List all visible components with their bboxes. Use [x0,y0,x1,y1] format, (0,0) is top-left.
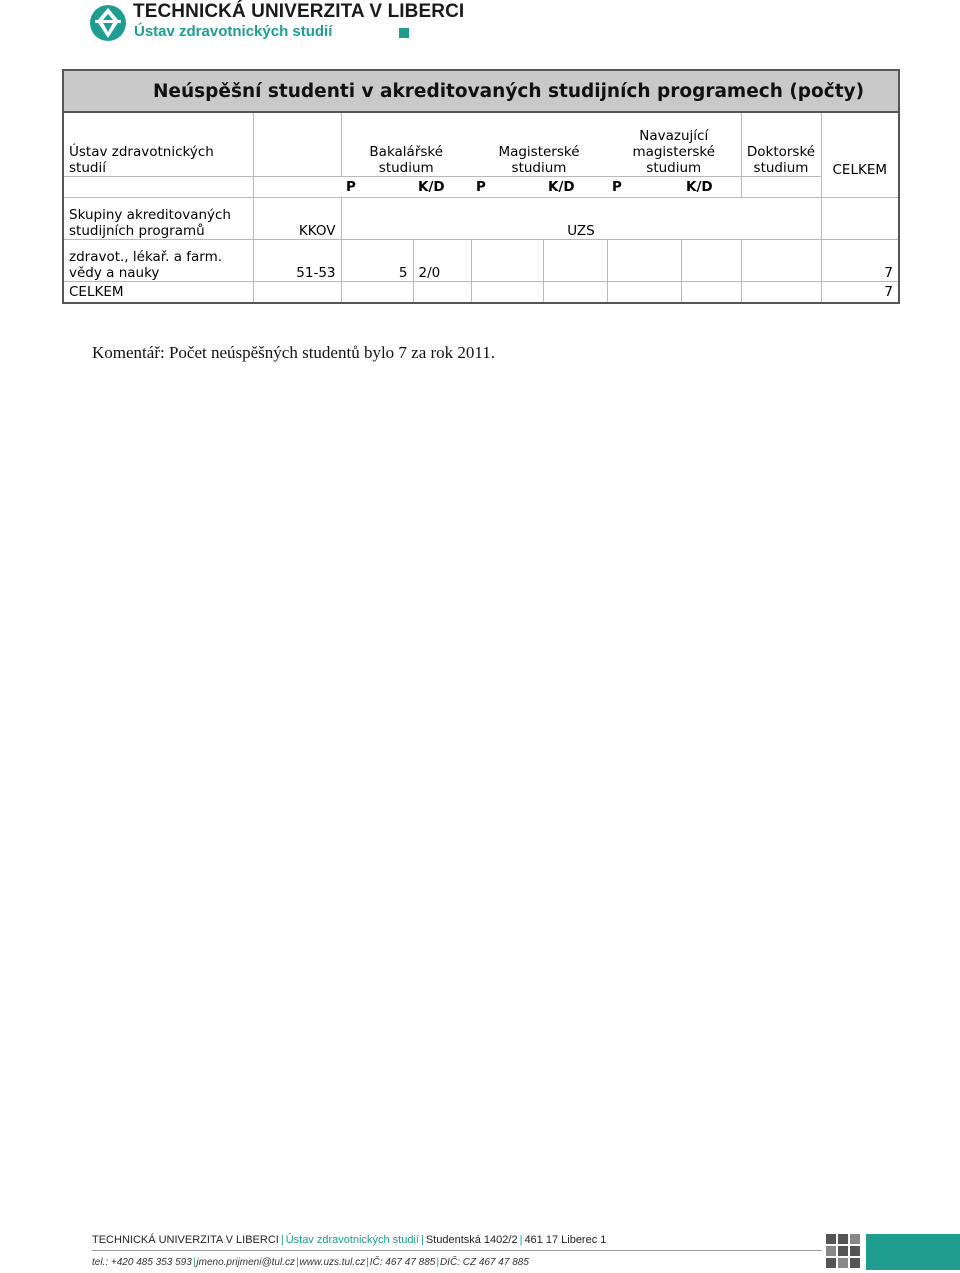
footer-department: Ústav zdravotnických studií [285,1234,419,1246]
row-follow-p [607,239,681,281]
group-total-blank [821,197,899,239]
row-doctoral [741,239,821,281]
total-row-master-kd [543,281,607,303]
failed-students-table [62,69,900,304]
row-kkov: 51-53 [253,239,341,281]
row-program-name: zdravot., lékař. a farm. vědy a nauky [63,239,253,281]
bachelor-p-header: P [341,176,413,197]
kkov-label: KKOV [253,197,341,239]
footer-address-line: TECHNICKÁ UNIVERZITA V LIBERCI | Ústav zdravotnických studií | Studentská 1402/2 | 461 17 Liberec 1 [92,1234,607,1246]
master-header: Magisterské studium [471,112,607,176]
table-title: Neúspěšní studenti v akreditovaných studijních programech (počty) [63,70,899,112]
total-row-master-p [471,281,543,303]
row-total: 7 [821,239,899,281]
total-row-value: 7 [821,281,899,303]
total-row-follow-p [607,281,681,303]
column-header-row [63,112,899,176]
total-row-label: CELKEM [63,281,253,303]
footer-university: TECHNICKÁ UNIVERZITA V LIBERCI [92,1234,279,1246]
doctoral-header: Doktorské studium [741,112,821,176]
form-row-blank [63,176,253,197]
footer-brand-bar [866,1234,960,1270]
follow-p-header: P [607,176,681,197]
total-row-doctoral [741,281,821,303]
total-header: CELKEM [821,112,899,197]
row-follow-kd [681,239,741,281]
footer-email[interactable]: jmeno.prijmeni@tul.cz [196,1257,295,1268]
master-p-header: P [471,176,543,197]
footer-grid-icon [826,1234,862,1270]
footer-ic: IČ: 467 47 885 [369,1257,436,1268]
bachelor-header: Bakalářské studium [341,112,471,176]
footer-divider [92,1250,822,1251]
department-name: Ústav zdravotnických studií [134,23,333,40]
comment-text: Komentář: Počet neúspěšných studentů bylo 7 za rok 2011. [92,343,496,362]
faculty-label: UZS [341,197,821,239]
total-row-bachelor-kd [413,281,471,303]
form-header-row [63,176,899,197]
university-logo-icon [89,4,127,42]
university-name: TECHNICKÁ UNIVERZITA V LIBERCI [133,1,465,22]
total-row [63,281,899,303]
row-bachelor-p: 5 [341,239,413,281]
table-title-row [63,70,899,112]
row-bachelor-kd: 2/0 [413,239,471,281]
master-kd-header: K/D [543,176,607,197]
bachelor-kd-header: K/D [413,176,471,197]
form-row-kkov-blank [253,176,341,197]
corner-label: Ústav zdravotnických studií [63,112,253,176]
follow-master-header: Navazující magisterské studium [607,112,741,176]
follow-kd-header: K/D [681,176,741,197]
footer-dic: DIČ: CZ 467 47 885 [439,1257,529,1268]
footer-street: Studentská 1402/2 [425,1234,518,1246]
doctoral-form-blank [741,176,821,197]
row-master-p [471,239,543,281]
total-row-kkov [253,281,341,303]
group-label: Skupiny akreditovaných studijních programů [63,197,253,239]
group-label-row [63,197,899,239]
footer-contact-line: tel.: +420 485 353 593|jmeno.prijmeni@tul.cz|www.uzs.tul.cz|IČ: 467 47 885|DIČ: CZ 467 47 885 [92,1257,529,1268]
department-square-icon [399,28,409,38]
total-row-follow-kd [681,281,741,303]
table-row [63,239,899,281]
row-master-kd [543,239,607,281]
footer-phone: tel.: +420 485 353 593 [92,1257,192,1268]
total-row-bachelor-p [341,281,413,303]
kkov-header-blank [253,112,341,176]
footer-city: 461 17 Liberec 1 [524,1234,607,1246]
footer-web[interactable]: www.uzs.tul.cz [299,1257,366,1268]
